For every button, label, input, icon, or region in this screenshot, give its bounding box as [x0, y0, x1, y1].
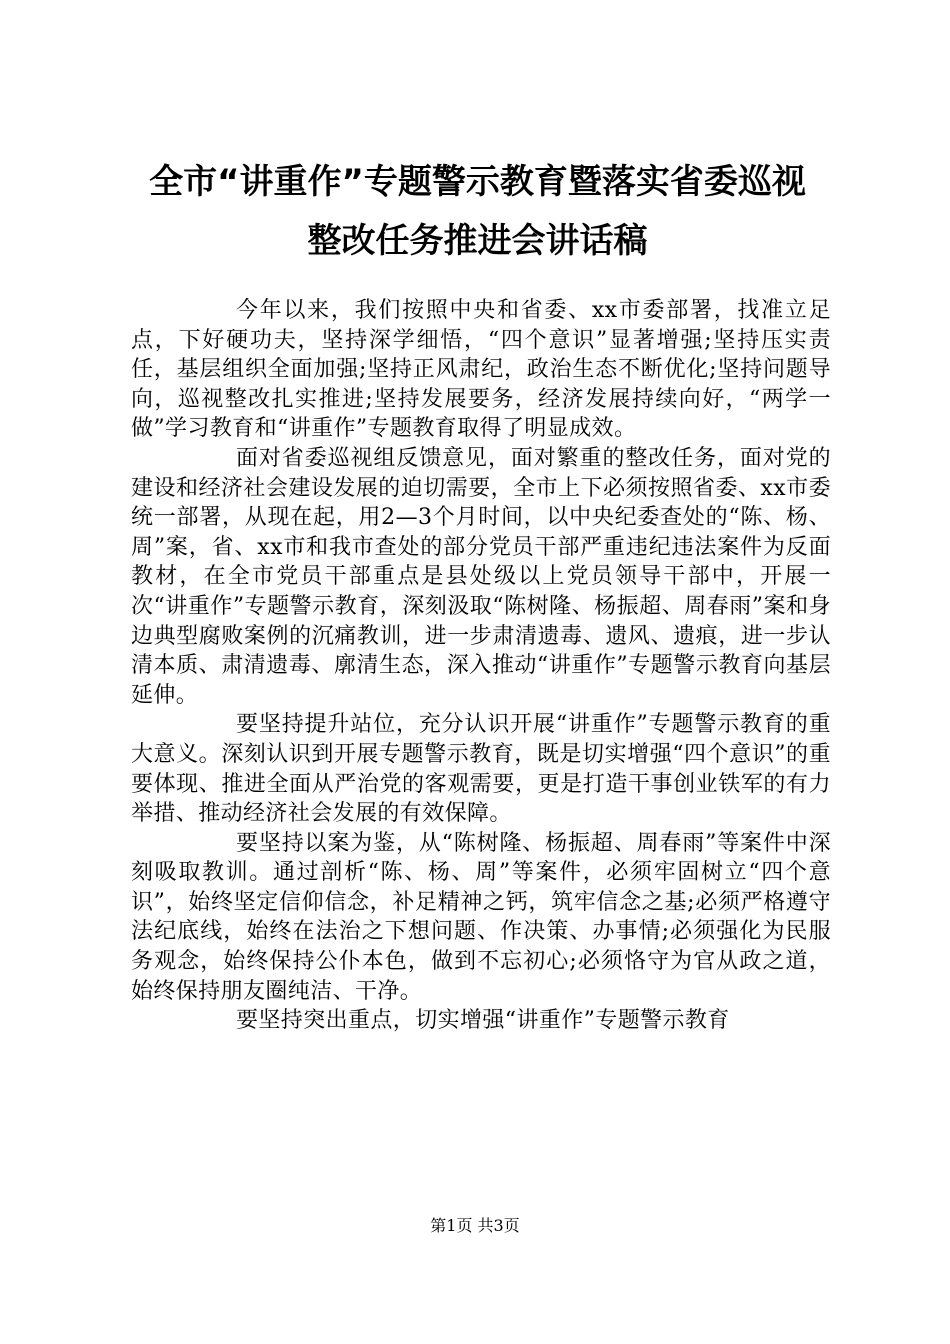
paragraph: 要坚持突出重点，切实增强“讲重作”专题警示教育	[236, 1008, 730, 1034]
paragraph: 要坚持以案为鉴，从“陈树隆、杨振超、周春雨”等案件中深刻吸取教训。通过剖析“陈、杨、周”等案件，必须牢固树立“四个意识”，始终坚定信仰信念，补足精神之钙，筑牢信念之基;必须严格遵守法纪底线，始终在法治之下想问题、作决策、办事情;必须强化为民服务观念，始终保持公仆本色，做到不忘初心;必须恪守为官从政之道，始终保持朋友圈纯洁、干净。	[131, 830, 831, 1004]
paragraph: 面对省委巡视组反馈意见，面对繁重的整改任务，面对党的建设和经济社会建设发展的迫切需要，全市上下必须按照省委、xx市委统一部署，从现在起，用2—3个月时间，以中央纪委查处的“陈、杨、周”案，省、xx市和我市查处的部分党员干部严重违纪违法案件为反面教材，在全市党员干部重点是县处级以上党员领导干部中，开展一次“讲重作”专题警示教育，深刻汲取“陈树隆、杨振超、周春雨”案和身边典型腐败案例的沉痛教训，进一步肃清遗毒、遗风、遗痕，进一步认清本质、肃清遗毒、廓清生态，深入推动“讲重作”专题警示教育向基层延伸。	[131, 445, 831, 708]
paragraph: 今年以来，我们按照中央和省委、xx市委部署，找准立足点，下好硬功夫，坚持深学细悟，“四个意识”显著增强;坚持压实责任，基层组织全面加强;坚持正风肃纪，政治生态不断优化;坚持问题导向，巡视整改扎实推进;坚持发展要务，经济发展持续向好，“两学一做”学习教育和“讲重作”专题教育取得了明显成效。	[131, 298, 831, 442]
document-body	[131, 296, 831, 1036]
page-number-footer: 第1页 共3页	[430, 1216, 520, 1235]
document-title-line-1: 全市“讲重作”专题警示教育暨落实省委巡视	[149, 162, 806, 202]
document-title-line-2: 整改任务推进会讲话稿	[307, 221, 648, 261]
paragraph: 要坚持提升站位，充分认识开展“讲重作”专题警示教育的重大意义。深刻认识到开展专题警示教育，既是切实增强“四个意识”的重要体现、推进全面从严治党的客观需要，更是打造干事创业铁军的有力举措、推动经济社会发展的有效保障。	[131, 712, 831, 827]
